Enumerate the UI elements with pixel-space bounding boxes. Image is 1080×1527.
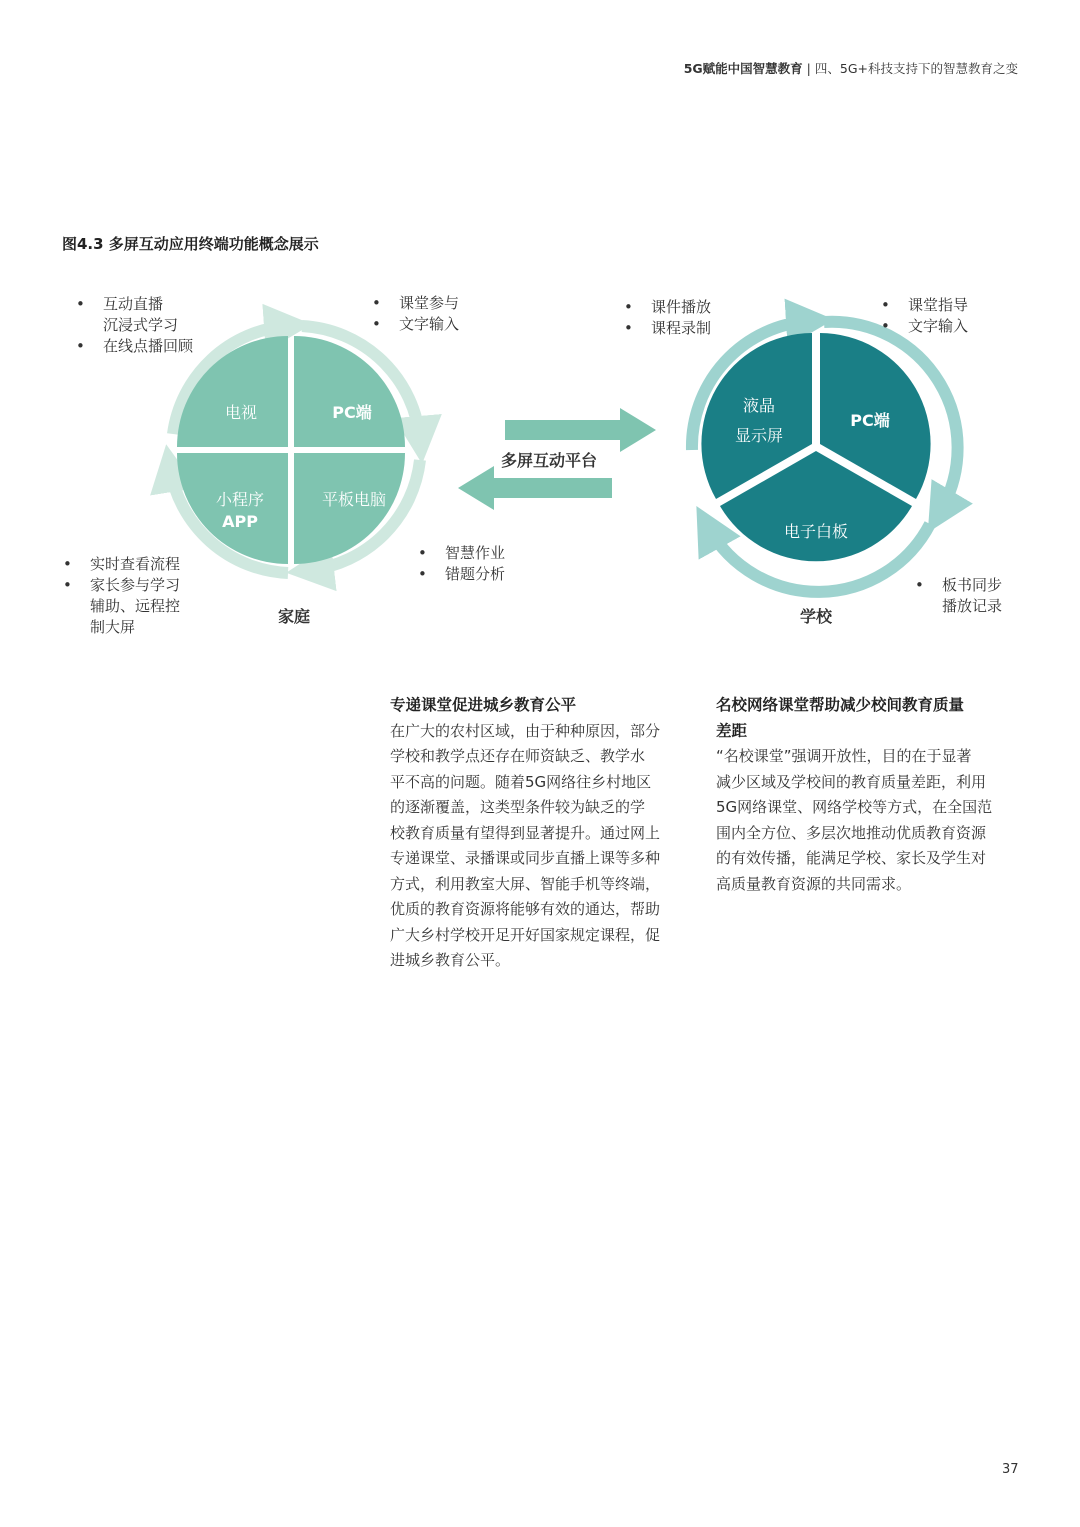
bullet-dot: • bbox=[418, 565, 427, 583]
home-quadrant-pc bbox=[294, 336, 405, 447]
list-item: • 错题分析 bbox=[418, 565, 506, 583]
list-item: • 互动直播 bbox=[76, 295, 164, 313]
paragraph-line: 方式，利用教室大屏、智能手机等终端， bbox=[390, 874, 661, 893]
school-whiteboard-bullets bbox=[915, 575, 1002, 617]
list-item: • 文字输入 bbox=[881, 317, 969, 335]
school-pc-label: PC端 bbox=[850, 411, 890, 430]
paragraph-line: 校教育质量有望得到显著提升。通过网上 bbox=[390, 823, 661, 842]
school-lcd-bullets bbox=[624, 297, 711, 339]
list-item: • 课堂指导 bbox=[881, 296, 969, 314]
bullet-dot: • bbox=[881, 296, 890, 314]
paragraph-line: 专递课堂、录播课或同步直播上课等多种 bbox=[390, 849, 661, 867]
list-item: • 课程录制 bbox=[624, 319, 712, 337]
school-lcd-label-1: 液晶 bbox=[742, 396, 776, 415]
arrow-left bbox=[458, 466, 612, 510]
list-item: • 文字输入 bbox=[372, 315, 460, 333]
home-pc-bullets bbox=[372, 293, 459, 335]
home-tv-label: 电视 bbox=[224, 403, 258, 422]
arrow-right bbox=[505, 408, 656, 452]
home-tablet-label: 平板电脑 bbox=[321, 490, 387, 509]
list-item: 播放记录 bbox=[942, 597, 1003, 615]
platform-label: 多屏互动平台 bbox=[500, 451, 598, 470]
list-item: • 智慧作业 bbox=[418, 544, 506, 562]
paragraph-line: 优质的教育资源将能够有效的通达，帮助 bbox=[390, 900, 661, 918]
header-book-title: 5G赋能中国智慧教育 bbox=[683, 61, 803, 76]
bullet-dot: • bbox=[624, 298, 633, 316]
school-label: 学校 bbox=[799, 607, 833, 626]
paragraph-line: 广大乡村学校开足开好国家规定课程，促 bbox=[390, 925, 661, 944]
figure-title: 图4.3 多屏互动应用终端功能概念展示 bbox=[62, 235, 319, 253]
home-mini-label-1: 小程序 bbox=[215, 490, 265, 509]
column-heading: 专递课堂促进城乡教育公平 bbox=[390, 696, 577, 714]
paragraph-line: 的逐渐覆盖，这类型条件较为缺乏的学 bbox=[390, 798, 646, 816]
home-tablet-bullets bbox=[418, 543, 505, 585]
list-item: • 课件播放 bbox=[624, 298, 712, 316]
bullet-dot: • bbox=[372, 294, 381, 312]
bullet-dot: • bbox=[624, 319, 633, 337]
bullet-dot: • bbox=[76, 295, 85, 313]
bullet-dot: • bbox=[881, 317, 890, 335]
paragraph-line: “名校课堂”强调开放性，目的在于显著 bbox=[716, 747, 972, 765]
paragraph-line: 进城乡教育公平。 bbox=[390, 951, 511, 969]
header-section: 四、5G+科技支持下的智慧教育之变 bbox=[814, 61, 1018, 76]
paragraph-line: 减少区域及学校间的教育质量差距，利用 bbox=[716, 772, 987, 791]
bullet-dot: • bbox=[63, 576, 72, 594]
list-item: 辅助、远程控 bbox=[90, 597, 181, 615]
list-item: 制大屏 bbox=[90, 618, 136, 636]
bullet-dot: • bbox=[63, 555, 72, 573]
paragraph-line: 5G网络课堂、网络学校等方式，在全国范 bbox=[716, 798, 993, 816]
bullet-dot: • bbox=[372, 315, 381, 333]
column-elite-school bbox=[716, 693, 1031, 897]
school-whiteboard-label: 电子白板 bbox=[783, 522, 849, 541]
list-item: 沉浸式学习 bbox=[103, 316, 179, 334]
home-pc-label: PC端 bbox=[332, 403, 372, 422]
home-mini-label-2: APP bbox=[222, 512, 258, 531]
school-lcd-label-2: 显示屏 bbox=[734, 426, 784, 445]
column-heading-line-1: 名校网络课堂帮助减少校间教育质量 bbox=[716, 696, 965, 714]
column-heading-line-2: 差距 bbox=[716, 721, 748, 740]
school-pc-bullets bbox=[881, 295, 968, 337]
paragraph-line: 平不高的问题。随着5G网络往乡村地区 bbox=[390, 772, 652, 791]
list-item: • 在线点播回顾 bbox=[76, 337, 194, 355]
list-item: • 实时查看流程 bbox=[63, 555, 181, 573]
home-mini-bullets bbox=[63, 554, 180, 638]
list-item: • 板书同步 bbox=[915, 576, 1003, 594]
bullet-dot: • bbox=[915, 576, 924, 594]
page-number: 37 bbox=[1002, 1462, 1019, 1477]
home-quadrant-tv bbox=[177, 336, 288, 447]
bullet-dot: • bbox=[418, 544, 427, 562]
header-separator: | bbox=[806, 61, 811, 76]
bullet-dot: • bbox=[76, 337, 85, 355]
column-rural-education bbox=[390, 693, 700, 974]
home-tv-bullets bbox=[76, 294, 193, 357]
list-item: • 家长参与学习 bbox=[63, 576, 181, 594]
list-item: • 课堂参与 bbox=[372, 294, 460, 312]
paragraph-line: 的有效传播，能满足学校、家长及学生对 bbox=[716, 849, 987, 867]
paragraph-line: 在广大的农村区域，由于种种原因，部分 bbox=[390, 721, 661, 740]
running-header bbox=[684, 59, 1018, 77]
paragraph-line: 学校和教学点还存在师资缺乏、教学水 bbox=[390, 747, 646, 765]
home-quadrants bbox=[177, 336, 405, 564]
paragraph-line: 围内全方位、多层次地推动优质教育资源 bbox=[716, 823, 987, 842]
paragraph-line: 高质量教育资源的共同需求。 bbox=[716, 874, 912, 893]
home-label: 家庭 bbox=[277, 607, 311, 626]
